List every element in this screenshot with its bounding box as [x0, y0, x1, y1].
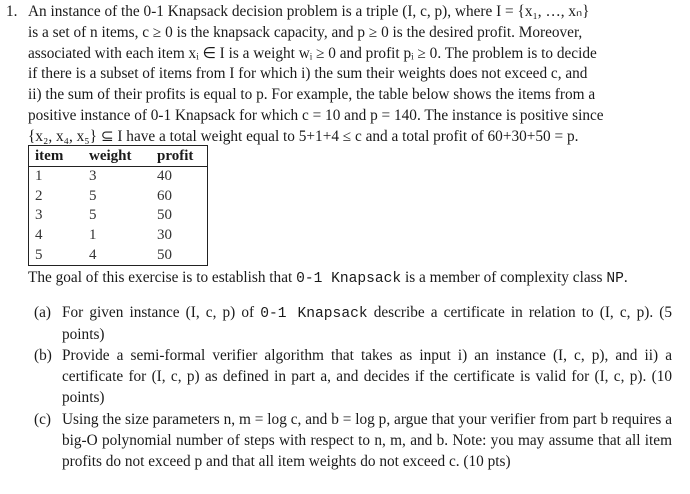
goal-text: The goal of this exercise is to establish that — [28, 269, 297, 286]
table-row — [29, 206, 208, 226]
cell-weight: 4 — [89, 246, 97, 263]
problem-intro — [28, 2, 672, 148]
part-a — [28, 303, 672, 346]
column-header-item: item — [29, 146, 84, 167]
knapsack-table-wrapper — [28, 145, 208, 266]
part-text: Using the size parameters n, m = log c, and b = log p, argue that your verifier from part b requires a big-O polynomial number of steps with respect to n, m, and b. Note: you may assume that all item profits do not exceed p and that all item weights do not exceed c. (10 pts) — [62, 411, 672, 470]
table-header-row — [29, 146, 208, 167]
intro-line: {x₂, x₄, x₅} ⊆ I have a total weight equal to 5+1+4 ≤ c and a total profit of 60+30+50 = p. — [28, 127, 579, 145]
part-label: (a) — [34, 304, 51, 321]
part-text-segment: describe a certificate in relation to (I, c, p). (5 points) — [62, 304, 672, 343]
intro-line: An instance of the 0-1 Knapsack decision problem is a triple (I, c, p), where I = {x₁, …, xₙ} — [28, 3, 590, 20]
table-row — [29, 245, 208, 265]
intro-line: if there is a subset of items from I for which i) the sum their weights does not exceed c, and — [28, 65, 588, 83]
part-c — [28, 410, 672, 472]
cell-item: 2 — [35, 187, 43, 204]
column-header-weight: weight — [83, 146, 151, 167]
goal-statement — [28, 268, 678, 290]
part-text — [62, 303, 672, 346]
cell-profit: 30 — [157, 227, 172, 244]
cell-profit: 50 — [157, 207, 172, 224]
cell-weight: 5 — [89, 187, 97, 204]
table-row — [29, 226, 208, 246]
table-row — [29, 167, 208, 187]
problem-name-mono: 0-1 Knapsack — [296, 271, 402, 287]
cell-item: 4 — [35, 227, 43, 244]
intro-line: is a set of n items, c ≥ 0 is the knapsack capacity, and p ≥ 0 is the desired profit. Moreover, — [28, 23, 583, 41]
intro-line: positive instance of 0-1 Knapsack for which c = 10 and p = 140. The instance is positive since — [28, 106, 604, 124]
part-b — [28, 346, 672, 408]
table-row — [29, 187, 208, 207]
intro-line: associated with each item xᵢ ∈ I is a weight wᵢ ≥ 0 and profit pᵢ ≥ 0. The problem is to decide — [28, 44, 597, 62]
problem-1 — [6, 2, 672, 148]
complexity-class-mono: NP — [606, 271, 624, 287]
cell-weight: 5 — [89, 207, 97, 224]
cell-item: 5 — [35, 246, 43, 263]
cell-profit: 60 — [157, 187, 172, 204]
cell-item: 3 — [35, 207, 43, 224]
goal-text: is a member of complexity class — [401, 269, 607, 286]
cell-profit: 50 — [157, 246, 172, 263]
cell-item: 1 — [35, 168, 43, 185]
problem-number: 1. — [6, 3, 18, 20]
cell-profit: 40 — [157, 168, 172, 185]
cell-weight: 3 — [89, 168, 97, 185]
part-label: (b) — [34, 347, 52, 364]
cell-weight: 1 — [89, 227, 97, 244]
problem-name-mono: 0-1 Knapsack — [260, 306, 368, 322]
part-text: Provide a semi-formal verifier algorithm that takes as input i) an instance (I, c, p), and ii) a certificate for (I, c, p) as defined in part a, and decides if the certificate is valid for (I, c, p). (10 points) — [62, 347, 672, 406]
column-header-profit: profit — [151, 146, 208, 167]
part-text-segment: For given instance (I, c, p) of — [62, 304, 261, 321]
part-label: (c) — [34, 411, 51, 428]
knapsack-items-table — [28, 145, 208, 266]
goal-text: . — [623, 269, 628, 286]
intro-line: ii) the sum of their profits is equal to p. For example, the table below shows the items from a — [28, 86, 596, 104]
